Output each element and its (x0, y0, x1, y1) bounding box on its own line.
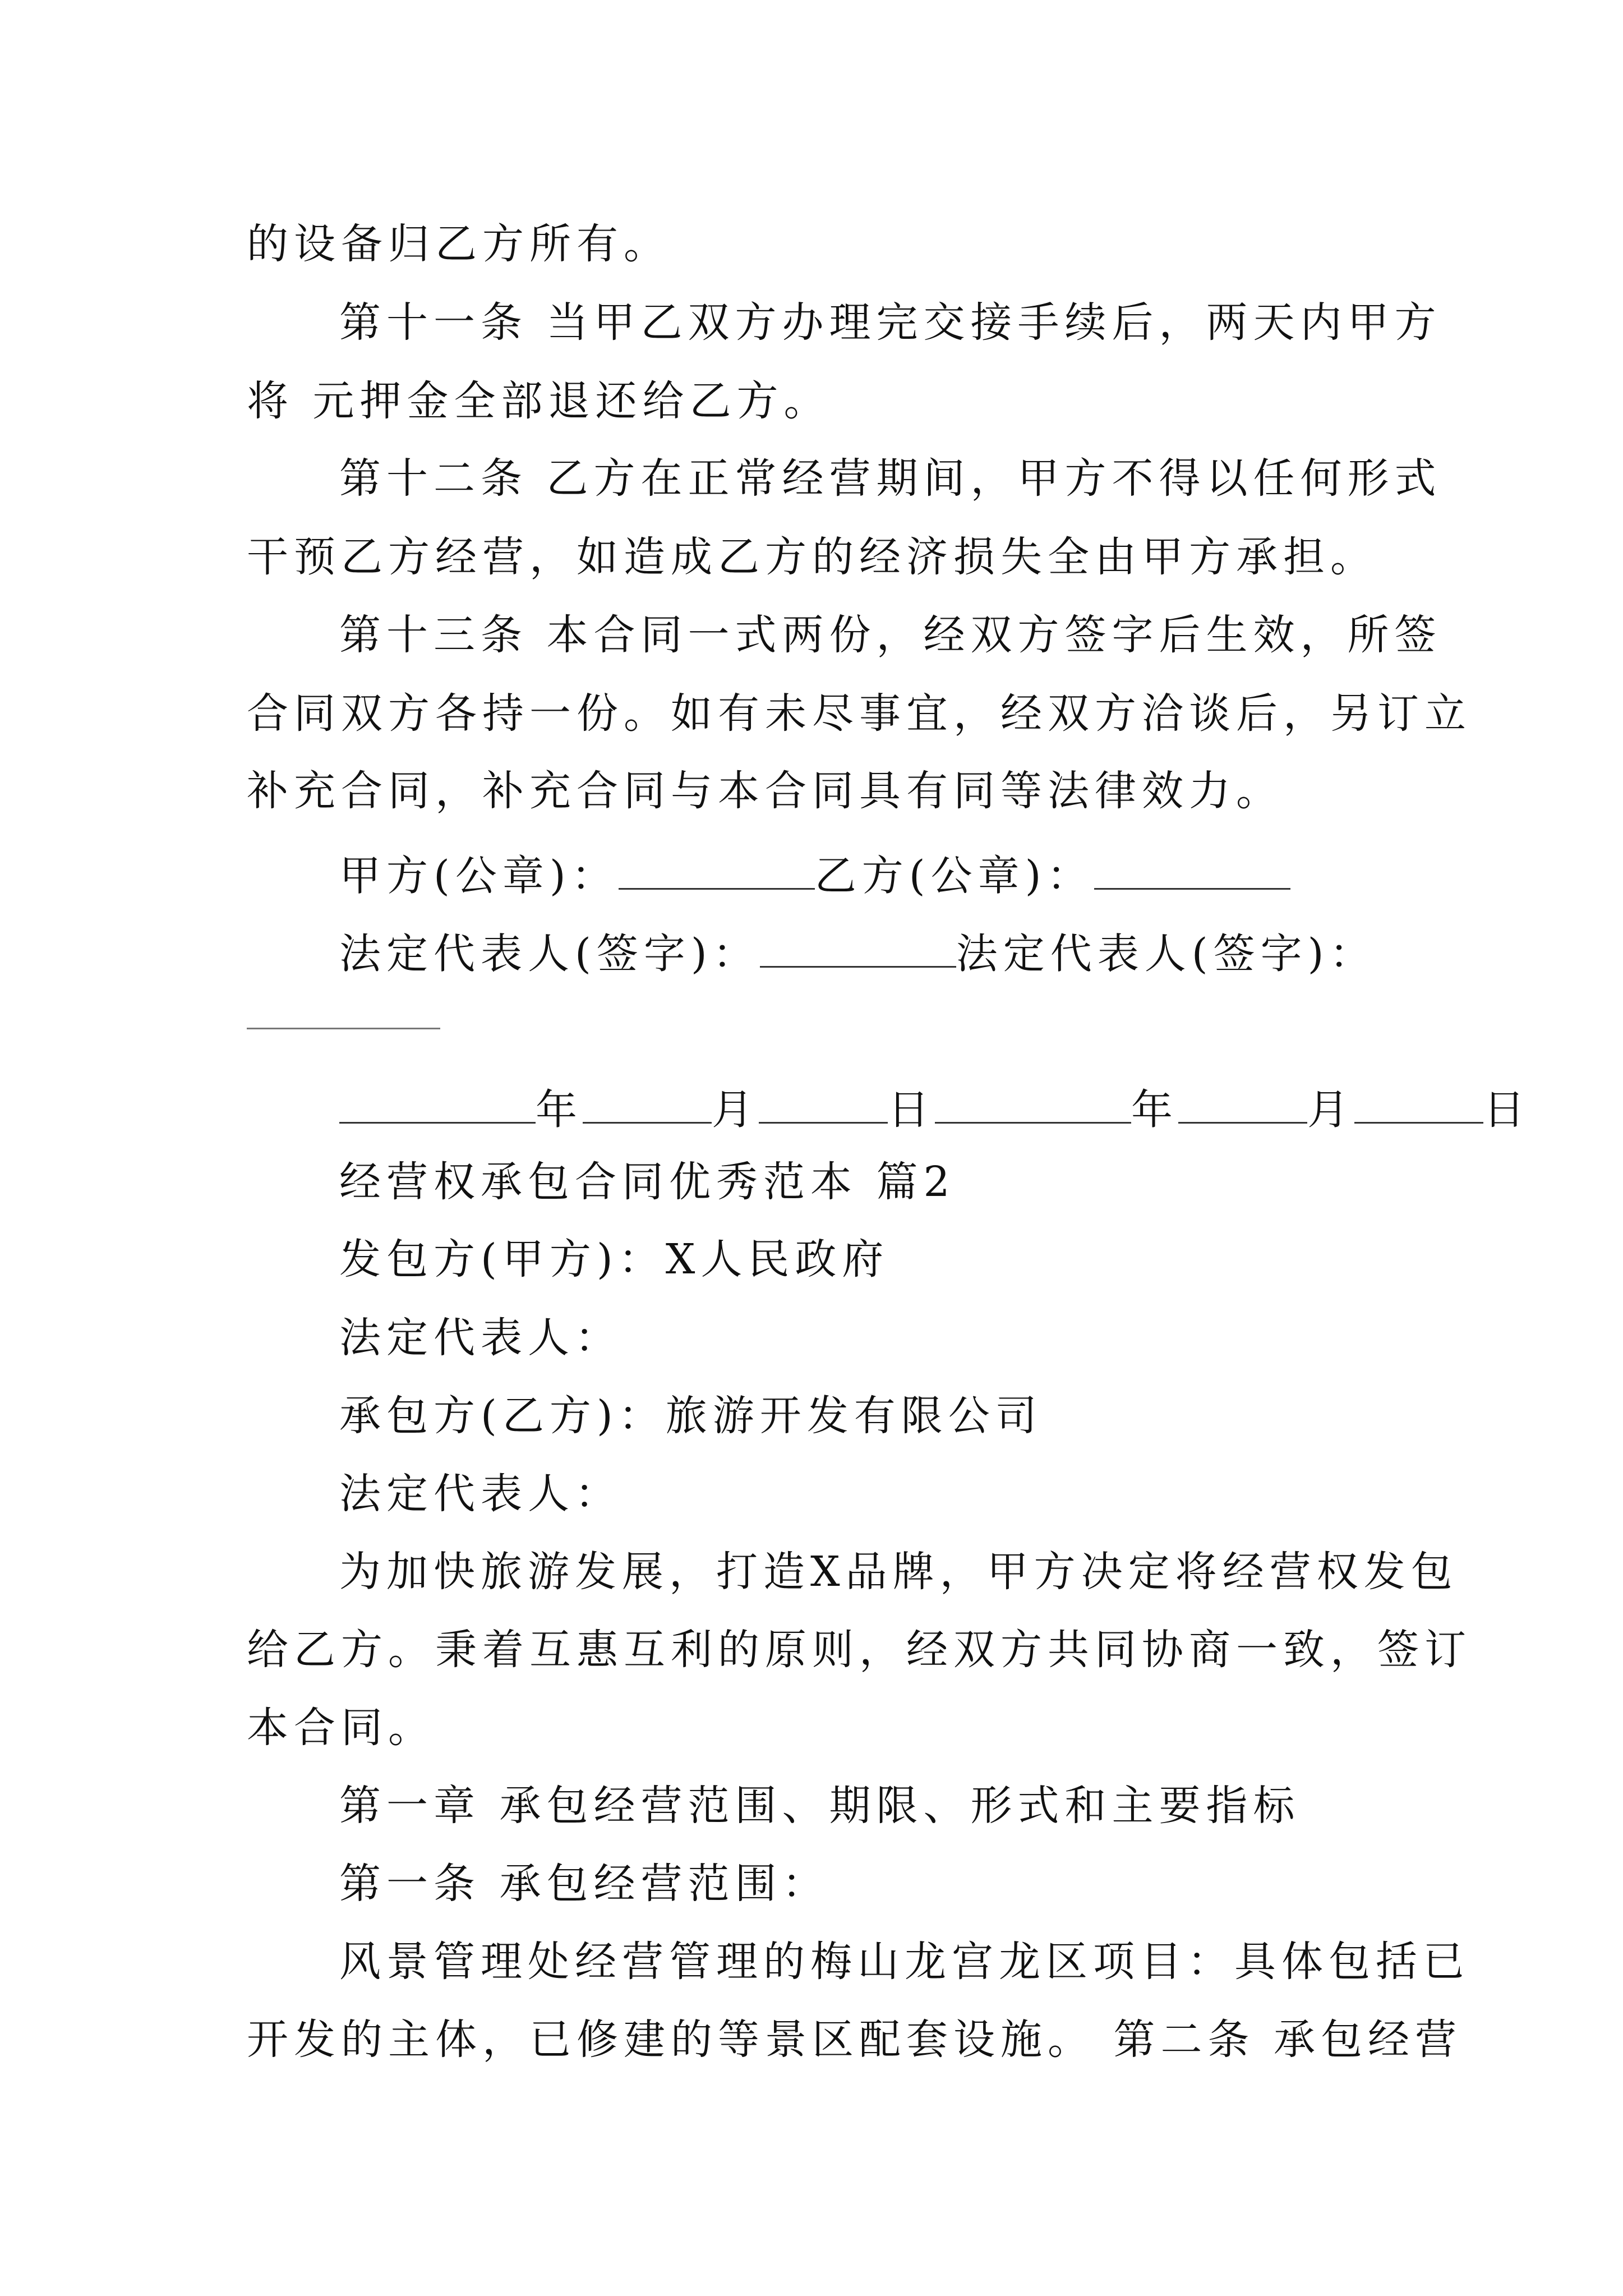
rep-a-label: 法定代表人(签字)： (339, 930, 760, 978)
paragraph-line: 干预乙方经营，如造成乙方的经济损失全由甲方承担。 (247, 533, 1377, 581)
day-a-blank (759, 1083, 888, 1124)
preamble-line: 本合同。 (247, 1704, 435, 1752)
preamble-line: 给乙方。秉着互惠互利的原则，经双方共同协商一致，签订 (247, 1626, 1472, 1674)
article-11-line: 第十一条 当甲乙双方办理完交接手续后，两天内甲方 (339, 298, 1442, 347)
article-13-line: 第十三条 本合同一式两份，经双方签字后生效，所签 (339, 611, 1442, 659)
year-b-label: 年 (1131, 1085, 1178, 1134)
date-line (339, 1083, 1530, 1134)
paragraph-line: 合同双方各持一份。如有未尽事宜，经双方洽谈后，另订立 (247, 689, 1472, 738)
month-b-blank (1178, 1083, 1307, 1124)
day-b-label: 日 (1483, 1085, 1530, 1134)
article-1-body: 风景管理处经营管理的梅山龙宫龙区项目：具体包括已 (339, 1938, 1470, 1986)
year-a-label: 年 (536, 1085, 583, 1134)
paragraph-line: 的设备归乙方所有。 (247, 220, 671, 268)
rep-b-label: 法定代表人(签字)： (956, 930, 1377, 978)
day-b-blank (1354, 1083, 1483, 1124)
month-b-label: 月 (1307, 1085, 1354, 1134)
year-a-blank (339, 1083, 536, 1124)
representative-line (339, 927, 1377, 978)
contract-party-a: 发包方(甲方)：X人民政府 (339, 1235, 889, 1283)
rep-a-blank (760, 927, 956, 968)
month-a-blank (583, 1083, 712, 1124)
chapter-1-heading: 第一章 承包经营范围、期限、形式和主要指标 (339, 1782, 1301, 1830)
party-b-seal-label: 乙方(公章)： (814, 852, 1094, 900)
paragraph-line: 补充合同，补充合同与本合同具有同等法律效力。 (247, 767, 1283, 815)
preamble-line: 为加快旅游发展，打造X品牌，甲方决定将经营权发包 (339, 1548, 1458, 1596)
rep-b-blank (247, 1028, 440, 1029)
month-a-label: 月 (712, 1085, 759, 1134)
year-b-blank (935, 1083, 1131, 1124)
seal-line (339, 849, 1290, 900)
party-a-seal-label: 甲方(公章)： (339, 852, 619, 900)
article-1-heading: 第一条 承包经营范围： (339, 1860, 829, 1908)
contract-party-b: 承包方(乙方)：旅游开发有限公司 (339, 1392, 1043, 1440)
paragraph-line: 将 元押金全部退还给乙方。 (247, 377, 831, 425)
party-b-seal-blank (1094, 849, 1290, 890)
day-a-label: 日 (888, 1085, 935, 1134)
party-a-seal-blank (619, 849, 815, 890)
party-b-representative: 法定代表人： (339, 1470, 622, 1518)
article-12-line: 第十二条 乙方在正常经营期间，甲方不得以任何形式 (339, 454, 1442, 503)
party-a-representative: 法定代表人： (339, 1314, 622, 1362)
article-1-body: 开发的主体，已修建的等景区配套设施。 第二条 承包经营 (247, 2016, 1463, 2064)
section-2-heading: 经营权承包合同优秀范本 篇2 (339, 1158, 956, 1206)
